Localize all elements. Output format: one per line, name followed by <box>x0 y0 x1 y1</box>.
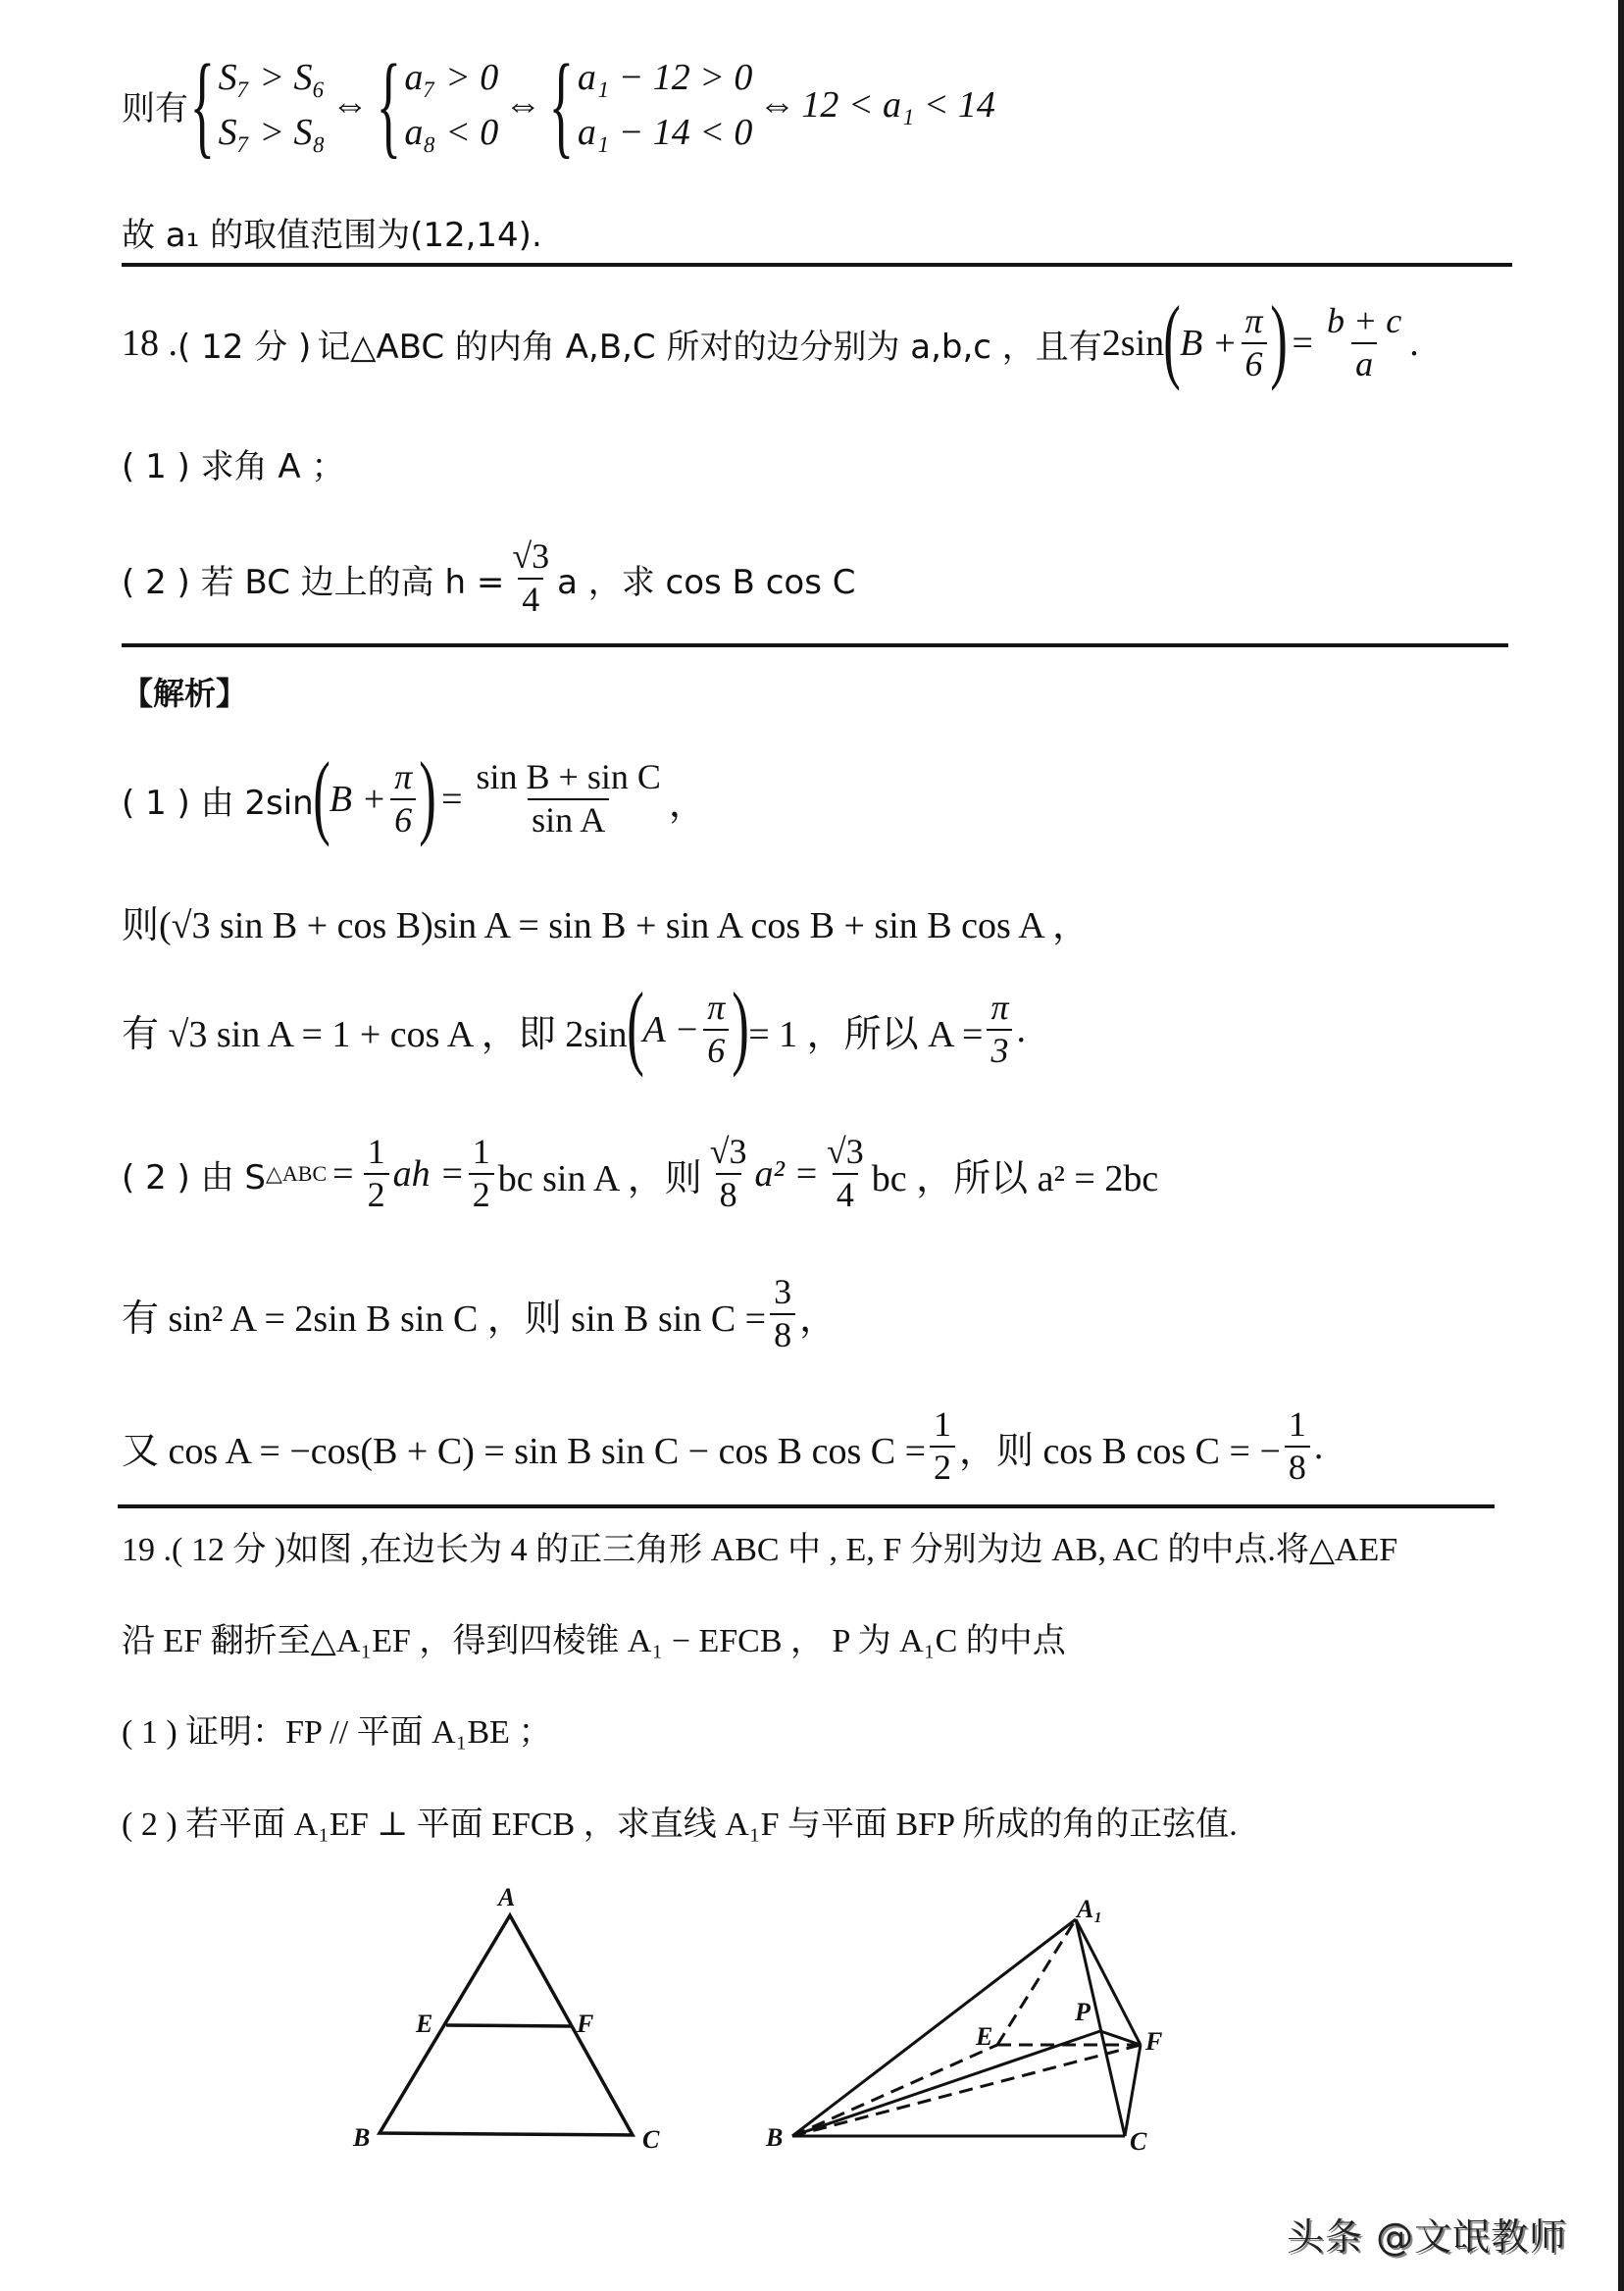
fraction: $\frac{√3}{4}$ <box>512 536 550 619</box>
fraction: $\frac{1}{2}$ <box>930 1406 955 1487</box>
solution-step-2: 则(√3 sin B + cos B)sin A = sin B + sin A cos B + sin B cos A ， <box>122 905 1091 946</box>
label-f: F <box>577 2010 594 2038</box>
q18-part2: ( 2 ) 若 BC 边上的高 h = $\frac{√3}{4}$ a ，求 cos B cos C <box>122 536 856 619</box>
divider <box>122 643 1508 647</box>
label-a1: A₁ <box>1077 1895 1103 1923</box>
solution-step-5: 有 sin² A = 2sin B sin C ，则 sin B sin C = $\frac{3}{8}$ ， <box>122 1272 837 1354</box>
scan-border <box>1618 0 1624 2291</box>
watermark: 头条 @文氓教师 <box>1287 2215 1568 2259</box>
fraction: $\frac{√3}{8}$ <box>709 1132 747 1214</box>
prev-solution-conclusion: 故 a₁ 的取值范围为(12,14). <box>122 216 542 255</box>
prev-solution-system: 则有 { S₇ > S₆ S₇ > S₈ ⇔ { a₇ > 0 a₈ < 0 ⇔ { a₁ − 12 > 0 a₁ − 14 < 0 ⇔ 12 < a₁ < 14 <box>122 40 995 169</box>
fraction: $\frac{\pi}{6}$ <box>390 759 416 840</box>
fraction: $\frac{b + c}{a}$ <box>1326 301 1402 383</box>
figure-triangle-abc <box>333 1873 667 2158</box>
system-1: S₇ > S₆ S₇ > S₈ <box>218 57 326 153</box>
q19-line2: 沿 EF 翻折至△A₁EF ，得到四棱锥 A₁ − EFCB ， P 为 A₁C 的中点 <box>122 1623 1066 1659</box>
label-f: F <box>1145 2027 1163 2056</box>
fraction: $\frac{1}{2}$ <box>469 1134 494 1214</box>
label-a: A <box>498 1883 516 1911</box>
label-e: E <box>416 2010 433 2038</box>
q19-line1: 19 .( 12 分 )如图 ,在边长为 4 的正三角形 ABC 中 , E, F 分别为边 AB, AC 的中点.将△AEF <box>122 1532 1398 1568</box>
fraction: $\frac{\pi}{6}$ <box>1241 303 1266 383</box>
label-b: B <box>766 2123 784 2152</box>
q18-stem: 18 . ( 12 分 ) 记△ABC 的内角 A,B,C 所对的边分别为 a,b,c ，且有 2sin ( B + $\frac{\pi}{6}$ ) = $\frac{b + c}{a}$ . <box>122 286 1419 391</box>
fraction: $\frac{1}{8}$ <box>1285 1406 1310 1487</box>
system-2: a₇ > 0 a₈ < 0 <box>404 57 499 153</box>
solution-step-6: 又 cos A = −cos(B + C) = sin B sin C − cos B cos C = $\frac{1}{2}$ ，则 cos B cos C = − $\frac{1}{8}$ . <box>122 1404 1324 1487</box>
solution-heading: 【解析】 <box>122 675 248 712</box>
left-brace: { <box>548 40 575 169</box>
label-c: C <box>1130 2127 1147 2156</box>
label-p: P <box>1075 1998 1091 2026</box>
divider <box>122 263 1512 267</box>
fraction: $\frac{√3}{4}$ <box>827 1132 864 1214</box>
label-c: C <box>642 2125 660 2154</box>
solution-step-4: ( 2 ) 由 S △ABC = $\frac{1}{2}$ ah = $\frac{1}{2}$ bc sin A ，则 $\frac{√3}{8}$ a² = $\frac{√3}{4}$ bc ，所以 a² = 2bc <box>122 1132 1159 1214</box>
q19-part1: ( 1 ) 证明：FP // 平面 A₁BE ； <box>122 1714 552 1751</box>
label-e: E <box>976 2022 993 2051</box>
q18-part1: ( 1 ) 求角 A ； <box>122 447 345 486</box>
label-b: B <box>353 2123 371 2152</box>
fraction: $\frac{1}{2}$ <box>364 1134 389 1214</box>
left-brace: { <box>376 40 401 169</box>
figure-pyramid-a1-efcb <box>765 1873 1177 2158</box>
fraction: $\frac{3}{8}$ <box>770 1274 795 1354</box>
q19-part2: ( 2 ) 若平面 A₁EF ⊥ 平面 EFCB ，求直线 A₁F 与平面 BFP 所成的角的正弦值. <box>122 1807 1238 1843</box>
left-brace: { <box>189 40 216 169</box>
system-3: a₁ − 12 > 0 a₁ − 14 < 0 <box>577 57 753 153</box>
solution-step-3: 有 √3 sin A = 1 + cos A ，即 2sin ( A − $\frac{\pi}{6}$ ) = 1 ，所以 A = $\frac{\pi}{3}$ . <box>122 973 1026 1078</box>
solution-step-1: ( 1 ) 由 2sin ( B + $\frac{\pi}{6}$ ) = $\frac{\text{sin B + sin C}}{\text{sin A}}$ ， <box>122 742 706 847</box>
divider <box>118 1504 1495 1508</box>
fraction: $\frac{\text{sin B + sin C}}{\text{sin A}}$ <box>476 757 661 840</box>
fraction: $\frac{\pi}{6}$ <box>703 990 729 1070</box>
fraction: $\frac{\pi}{3}$ <box>987 990 1012 1070</box>
